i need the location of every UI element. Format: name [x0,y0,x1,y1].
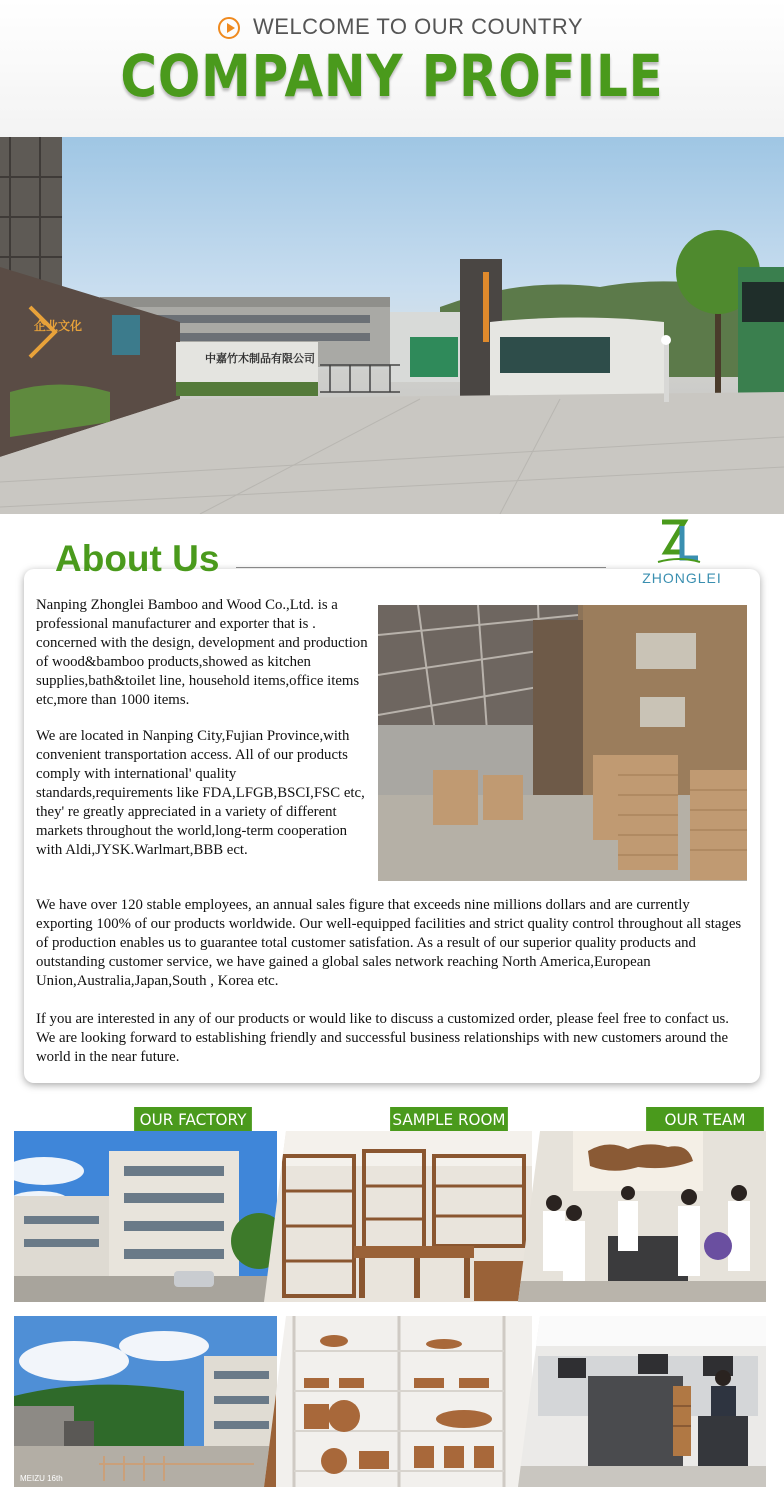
title-divider [236,567,606,568]
team-office-photo [518,1131,766,1302]
factory-sign-text: 中嘉竹木制品有限公司 [205,352,315,365]
about-paragraph-3: We have over 120 stable employees, an annual sales figure that exceeds nine millions dollars and are currently exporting 100% of our products worldwide. Our well-equipped facilities and strict quality control throughout all stages of production enables us to guarantee total customer satisfation. As a result of our superior quality products and outstanding customer service, we have gained a global sales network reaching North America,European Union,Australia,Japan,South , Korea etc. [36,897,742,989]
about-paragraph-2: We are located in Nanping City,Fujian Province,with convenient transportation access. All of our products comply with international' quality standards,requirements like FDA,LFGB,BSCI,FSC etc, they' re greatly appreciated in a variety of different markets throughout the world,long-term cooperation with Aldi,JYSK.Warlmart,BBB ect. [36,728,365,858]
sample-room-boards-photo [264,1316,532,1487]
about-paragraph-1: Nanping Zhonglei Bamboo and Wood Co.,Ltd. is a professional manufacturer and exporter that is . concerned with the design, development and production of wood&bamboo products,showed as kitchen supplies,bath&toilet line, household items,office items etc,more than 1000 items. [36,597,368,708]
zhonglei-logo [632,518,732,590]
sample-room-label: SAMPLE ROOM [390,1107,508,1132]
our-factory-label: OUR FACTORY [134,1107,252,1132]
about-us-title: About Us [55,538,220,579]
welcome-text: WELCOME TO OUR COUNTRY [253,14,584,39]
factory-building-photo [14,1131,277,1302]
about-paragraph-4: If you are interested in any of our products or would like to discuss a customized order, please feel free to confact us. We are looking forward to establishing friendly and successful business relationships with new customers around the world in the near future. [36,1011,729,1065]
play-circle-icon [218,17,240,39]
company-profile-title: COMPANY PROFILE [120,42,664,110]
camera-watermark: MEIZU 16th [20,1474,63,1483]
our-team-label: OUR TEAM [646,1107,764,1132]
factory-entrance-photo [0,137,784,514]
culture-wall-text: 企业文化 [34,319,83,333]
sample-room-furniture-photo [264,1131,532,1302]
zhonglei-logo-icon [654,518,704,568]
logo-text: ZHONGLEI [642,570,722,586]
warehouse-photo [378,605,747,881]
factory-campus-photo [14,1316,277,1487]
office-workspace-photo [518,1316,766,1487]
